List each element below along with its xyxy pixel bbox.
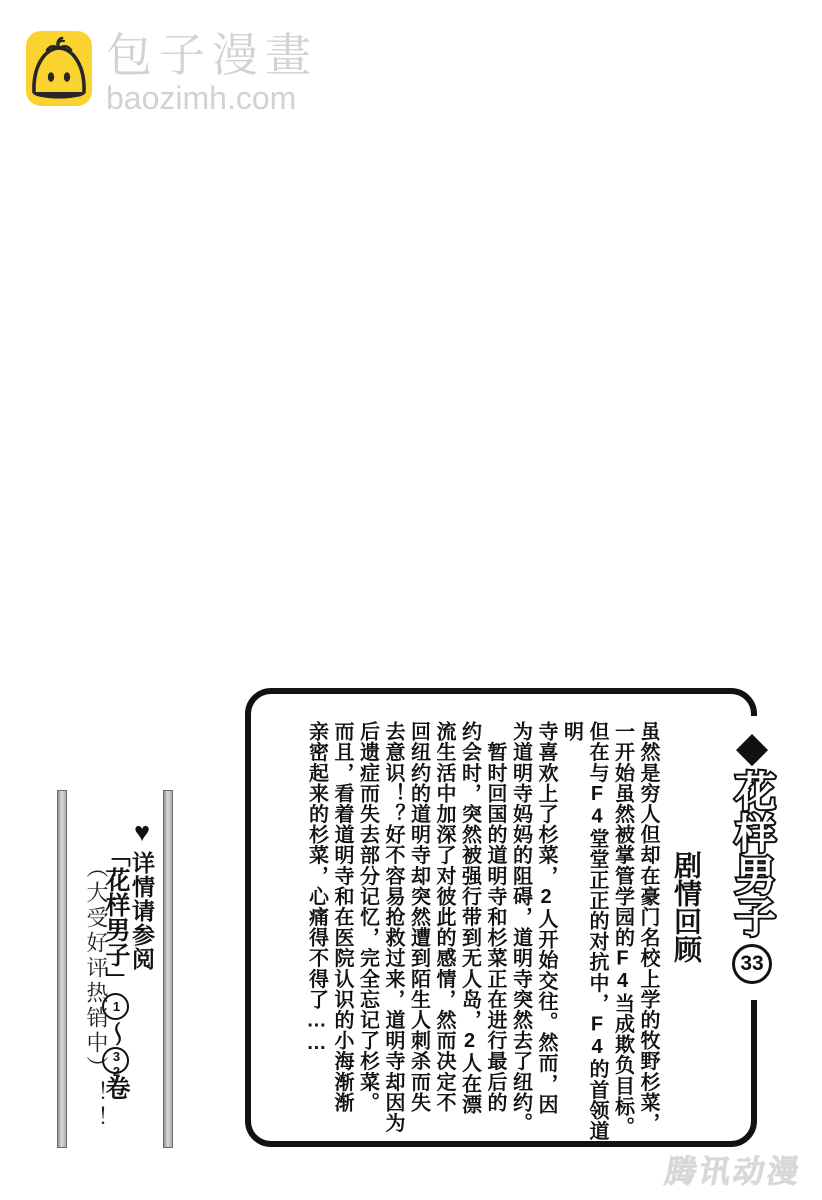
- divider-bar-left: [57, 790, 67, 1148]
- recap-column: 虽然是穷人但却在豪门名校上学的牧野杉菜，: [637, 721, 659, 1133]
- recap-column: 亲密起来的杉菜，心痛得不得了……: [305, 721, 328, 1055]
- heart-icon: ♥: [127, 817, 157, 851]
- volume-number: 33: [740, 952, 764, 975]
- site-logo-text: [106, 31, 318, 115]
- recap-column: 去意识！？好不容易抢救过来，道明寺却因为: [382, 721, 404, 1133]
- promo-subtext: （大受好评热销中）！！: [84, 856, 109, 1131]
- series-title-column: [720, 723, 784, 984]
- recap-column: 流生活中加深了对彼此的感情，然而决定不: [433, 721, 455, 1113]
- baozi-bun-icon: [26, 31, 92, 106]
- wave-dash: 〜: [102, 1021, 130, 1046]
- diamond-icon: ◆: [735, 723, 769, 770]
- recap-column: 寺喜欢上了杉菜，2人开始交往。然而，因: [535, 721, 557, 1115]
- volume-to-badge: 32: [102, 1047, 129, 1074]
- promo-series-title: 「花样男子」: [102, 842, 130, 992]
- recap-column: 后遗症而失去部分记忆，完全忘记了杉菜。: [356, 721, 379, 1113]
- site-domain: baozimh.com: [106, 80, 297, 116]
- promo-volume-suffix: 卷: [102, 1075, 130, 1100]
- series-title: 花样男子: [729, 770, 775, 938]
- recap-column: 为道明寺妈妈的阻碍，道明寺突然去了纽约。: [509, 721, 532, 1133]
- volume-from-badge: 1: [102, 993, 129, 1020]
- site-name: 包子漫畫: [106, 29, 318, 81]
- promo-read-text: 详情请参阅: [129, 851, 155, 971]
- section-label: 剧情回顾: [671, 851, 702, 963]
- recap-column: 一开始虽然被掌管学园的F4当成欺负目标。: [611, 721, 634, 1137]
- site-logo: [26, 31, 318, 115]
- recap-column: 但在与F4堂堂正正的对抗中，F4的首领道明: [560, 721, 608, 1141]
- recap-column: 而且，看着道明寺和在医院认识的小海渐渐: [331, 721, 353, 1113]
- recap-column: 暂时回国的道明寺和杉菜正在进行最后的: [484, 721, 506, 1113]
- tencent-watermark: 腾讯动漫: [662, 1154, 805, 1189]
- volume-badge: [732, 944, 772, 984]
- recap-text: [305, 721, 660, 1143]
- recap-column: 回纽约的道明寺却突然遭到陌生人刺杀而失: [407, 721, 430, 1113]
- recap-column: 约会时，突然被强行带到无人岛，2人在漂: [458, 721, 481, 1115]
- divider-bar-right: [163, 790, 173, 1148]
